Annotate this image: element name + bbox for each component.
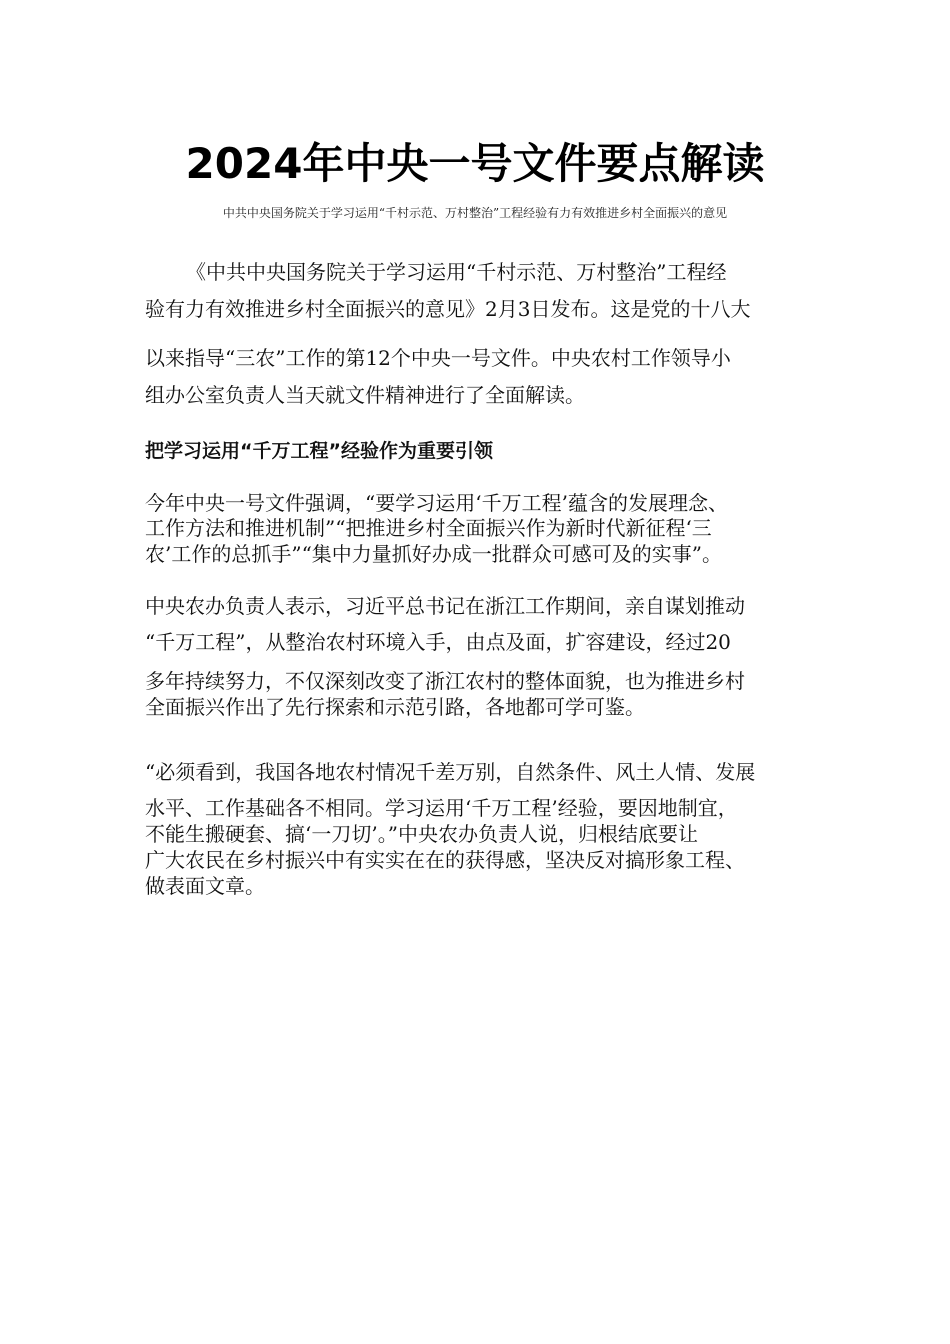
paragraph-3-line: 全面振兴作出了先行探索和示范引路，各地都可学可鉴。 bbox=[145, 695, 645, 719]
paragraph-1-line: 以来指导“三农”工作的第12个中央一号文件。中央农村工作领导小 bbox=[145, 346, 731, 370]
document-title: 2024年中央一号文件要点解读 bbox=[185, 139, 765, 188]
paragraph-4-line: 不能生搬硬套、搞‘一刀切’。”中央农办负责人说，归根结底要让 bbox=[145, 822, 698, 846]
paragraph-3-line: “千万工程”，从整治农村环境入手，由点及面，扩容建设，经过20 bbox=[145, 630, 731, 654]
paragraph-1-line: 《中共中央国务院关于学习运用“千村示范、万村整治”工程经 bbox=[186, 260, 727, 284]
paragraph-4-line: 广大农民在乡村振兴中有实实在在的获得感，坚决反对搞形象工程、 bbox=[145, 848, 745, 872]
paragraph-3-line: 多年持续努力，不仅深刻改变了浙江农村的整体面貌，也为推进乡村 bbox=[145, 669, 745, 693]
paragraph-1-line: 验有力有效推进乡村全面振兴的意见》2月3日发布。这是党的十八大 bbox=[145, 297, 751, 321]
paragraph-2-line: 工作方法和推进机制”“把推进乡村全面振兴作为新时代新征程‘三 bbox=[145, 516, 712, 540]
paragraph-2-line: 今年中央一号文件强调，“要学习运用‘千万工程’蕴含的发展理念、 bbox=[145, 491, 728, 515]
paragraph-2-line: 农’工作的总抓手”“集中力量抓好办成一批群众可感可及的实事”。 bbox=[145, 542, 723, 566]
section-heading: 把学习运用“千万工程”经验作为重要引领 bbox=[145, 440, 493, 462]
paragraph-1-line: 组办公室负责人当天就文件精神进行了全面解读。 bbox=[145, 383, 585, 407]
paragraph-4-line: “必须看到，我国各地农村情况千差万别，自然条件、风土人情、发展 bbox=[145, 760, 756, 784]
document-subtitle: 中共中央国务院关于学习运用“千村示范、万村整治”工程经验有力有效推进乡村全面振兴的意见 bbox=[222, 206, 728, 220]
paragraph-4-line: 做表面文章。 bbox=[145, 874, 265, 898]
paragraph-4-line: 水平、工作基础各不相同。学习运用‘千万工程’经验，要因地制宜， bbox=[145, 796, 738, 820]
paragraph-3-line: 中央农办负责人表示，习近平总书记在浙江工作期间，亲自谋划推动 bbox=[145, 594, 745, 618]
